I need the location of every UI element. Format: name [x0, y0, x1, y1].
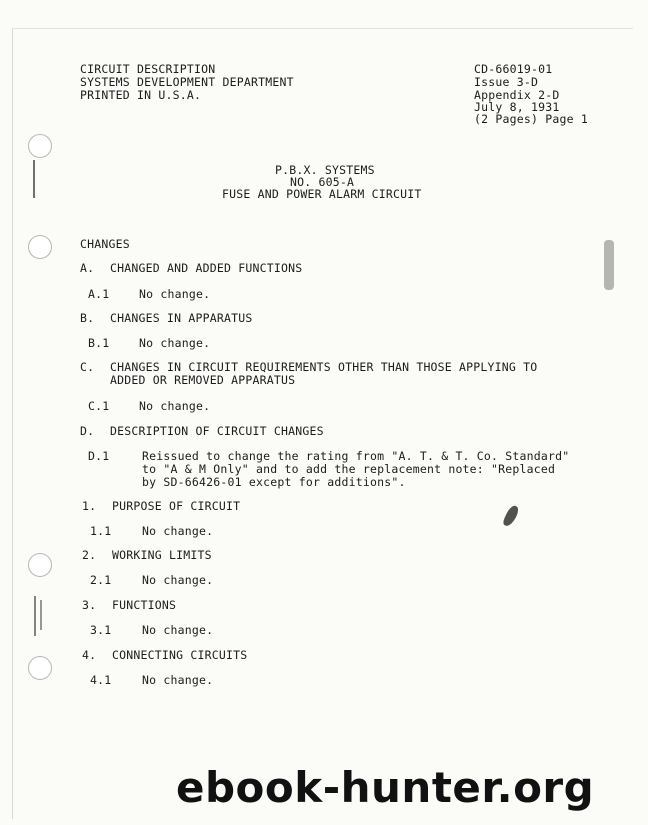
section-heading: WORKING LIMITS: [112, 548, 212, 562]
item-label: 3.1: [90, 623, 112, 637]
section-label: 4.: [82, 648, 97, 662]
scan-mark: [34, 596, 36, 636]
item-label: B.1: [88, 336, 110, 350]
page-count: (2 Pages) Page 1: [474, 112, 588, 126]
binder-hole: [28, 553, 52, 577]
section-label: 1.: [82, 499, 97, 513]
title-line-1: P.B.X. SYSTEMS: [275, 163, 375, 177]
section-heading: CONNECTING CIRCUITS: [112, 648, 248, 662]
header-line-3: PRINTED IN U.S.A.: [80, 88, 202, 102]
binder-hole: [28, 656, 52, 680]
section-label: A.: [80, 261, 95, 275]
item-text: No change.: [139, 287, 211, 301]
item-text-line-2: to "A & M Only" and to add the replacement note: "Replaced: [142, 462, 556, 476]
item-text: No change.: [139, 399, 211, 413]
item-label: 1.1: [90, 524, 112, 538]
date: July 8, 1931: [474, 100, 560, 114]
item-text: No change.: [139, 336, 211, 350]
section-heading: FUNCTIONS: [112, 598, 177, 612]
section-heading: CHANGED AND ADDED FUNCTIONS: [110, 261, 303, 275]
document-number: CD-66019-01: [474, 62, 553, 76]
section-label: C.: [80, 360, 95, 374]
header-line-1: CIRCUIT DESCRIPTION: [80, 62, 216, 76]
title-line-3: FUSE AND POWER ALARM CIRCUIT: [222, 187, 422, 201]
item-label: 2.1: [90, 573, 112, 587]
item-text-line-1: Reissued to change the rating from "A. T. & T. Co. Standard": [142, 449, 570, 463]
issue: Issue 3-D: [474, 75, 539, 89]
item-label: 4.1: [90, 673, 112, 687]
section-label: D.: [80, 424, 95, 438]
item-text-line-3: by SD-66426-01 except for additions".: [142, 475, 406, 489]
scan-mark: [40, 600, 42, 630]
changes-heading: CHANGES: [80, 237, 130, 251]
watermark-text: ebook-hunter.org: [176, 763, 595, 812]
section-heading: PURPOSE OF CIRCUIT: [112, 499, 241, 513]
item-text: No change.: [142, 673, 214, 687]
appendix: Appendix 2-D: [474, 88, 560, 102]
section-heading: CHANGES IN APPARATUS: [110, 311, 253, 325]
scan-mark: [33, 160, 35, 198]
item-text: No change.: [142, 524, 214, 538]
binder-hole: [28, 134, 52, 158]
item-text: No change.: [142, 623, 214, 637]
section-label: 2.: [82, 548, 97, 562]
item-label: A.1: [88, 287, 110, 301]
section-heading-line-1: CHANGES IN CIRCUIT REQUIREMENTS OTHER THAN THOSE APPLYING TO: [110, 360, 538, 374]
section-label: 3.: [82, 598, 97, 612]
title-line-2: NO. 605-A: [290, 175, 355, 189]
item-label: D.1: [88, 449, 110, 463]
section-heading-line-2: ADDED OR REMOVED APPARATUS: [110, 373, 296, 387]
item-text: No change.: [142, 573, 214, 587]
item-label: C.1: [88, 399, 110, 413]
section-label: B.: [80, 311, 95, 325]
section-heading: DESCRIPTION OF CIRCUIT CHANGES: [110, 424, 324, 438]
binder-hole: [28, 235, 52, 259]
scan-smudge: [604, 240, 614, 290]
header-line-2: SYSTEMS DEVELOPMENT DEPARTMENT: [80, 75, 294, 89]
